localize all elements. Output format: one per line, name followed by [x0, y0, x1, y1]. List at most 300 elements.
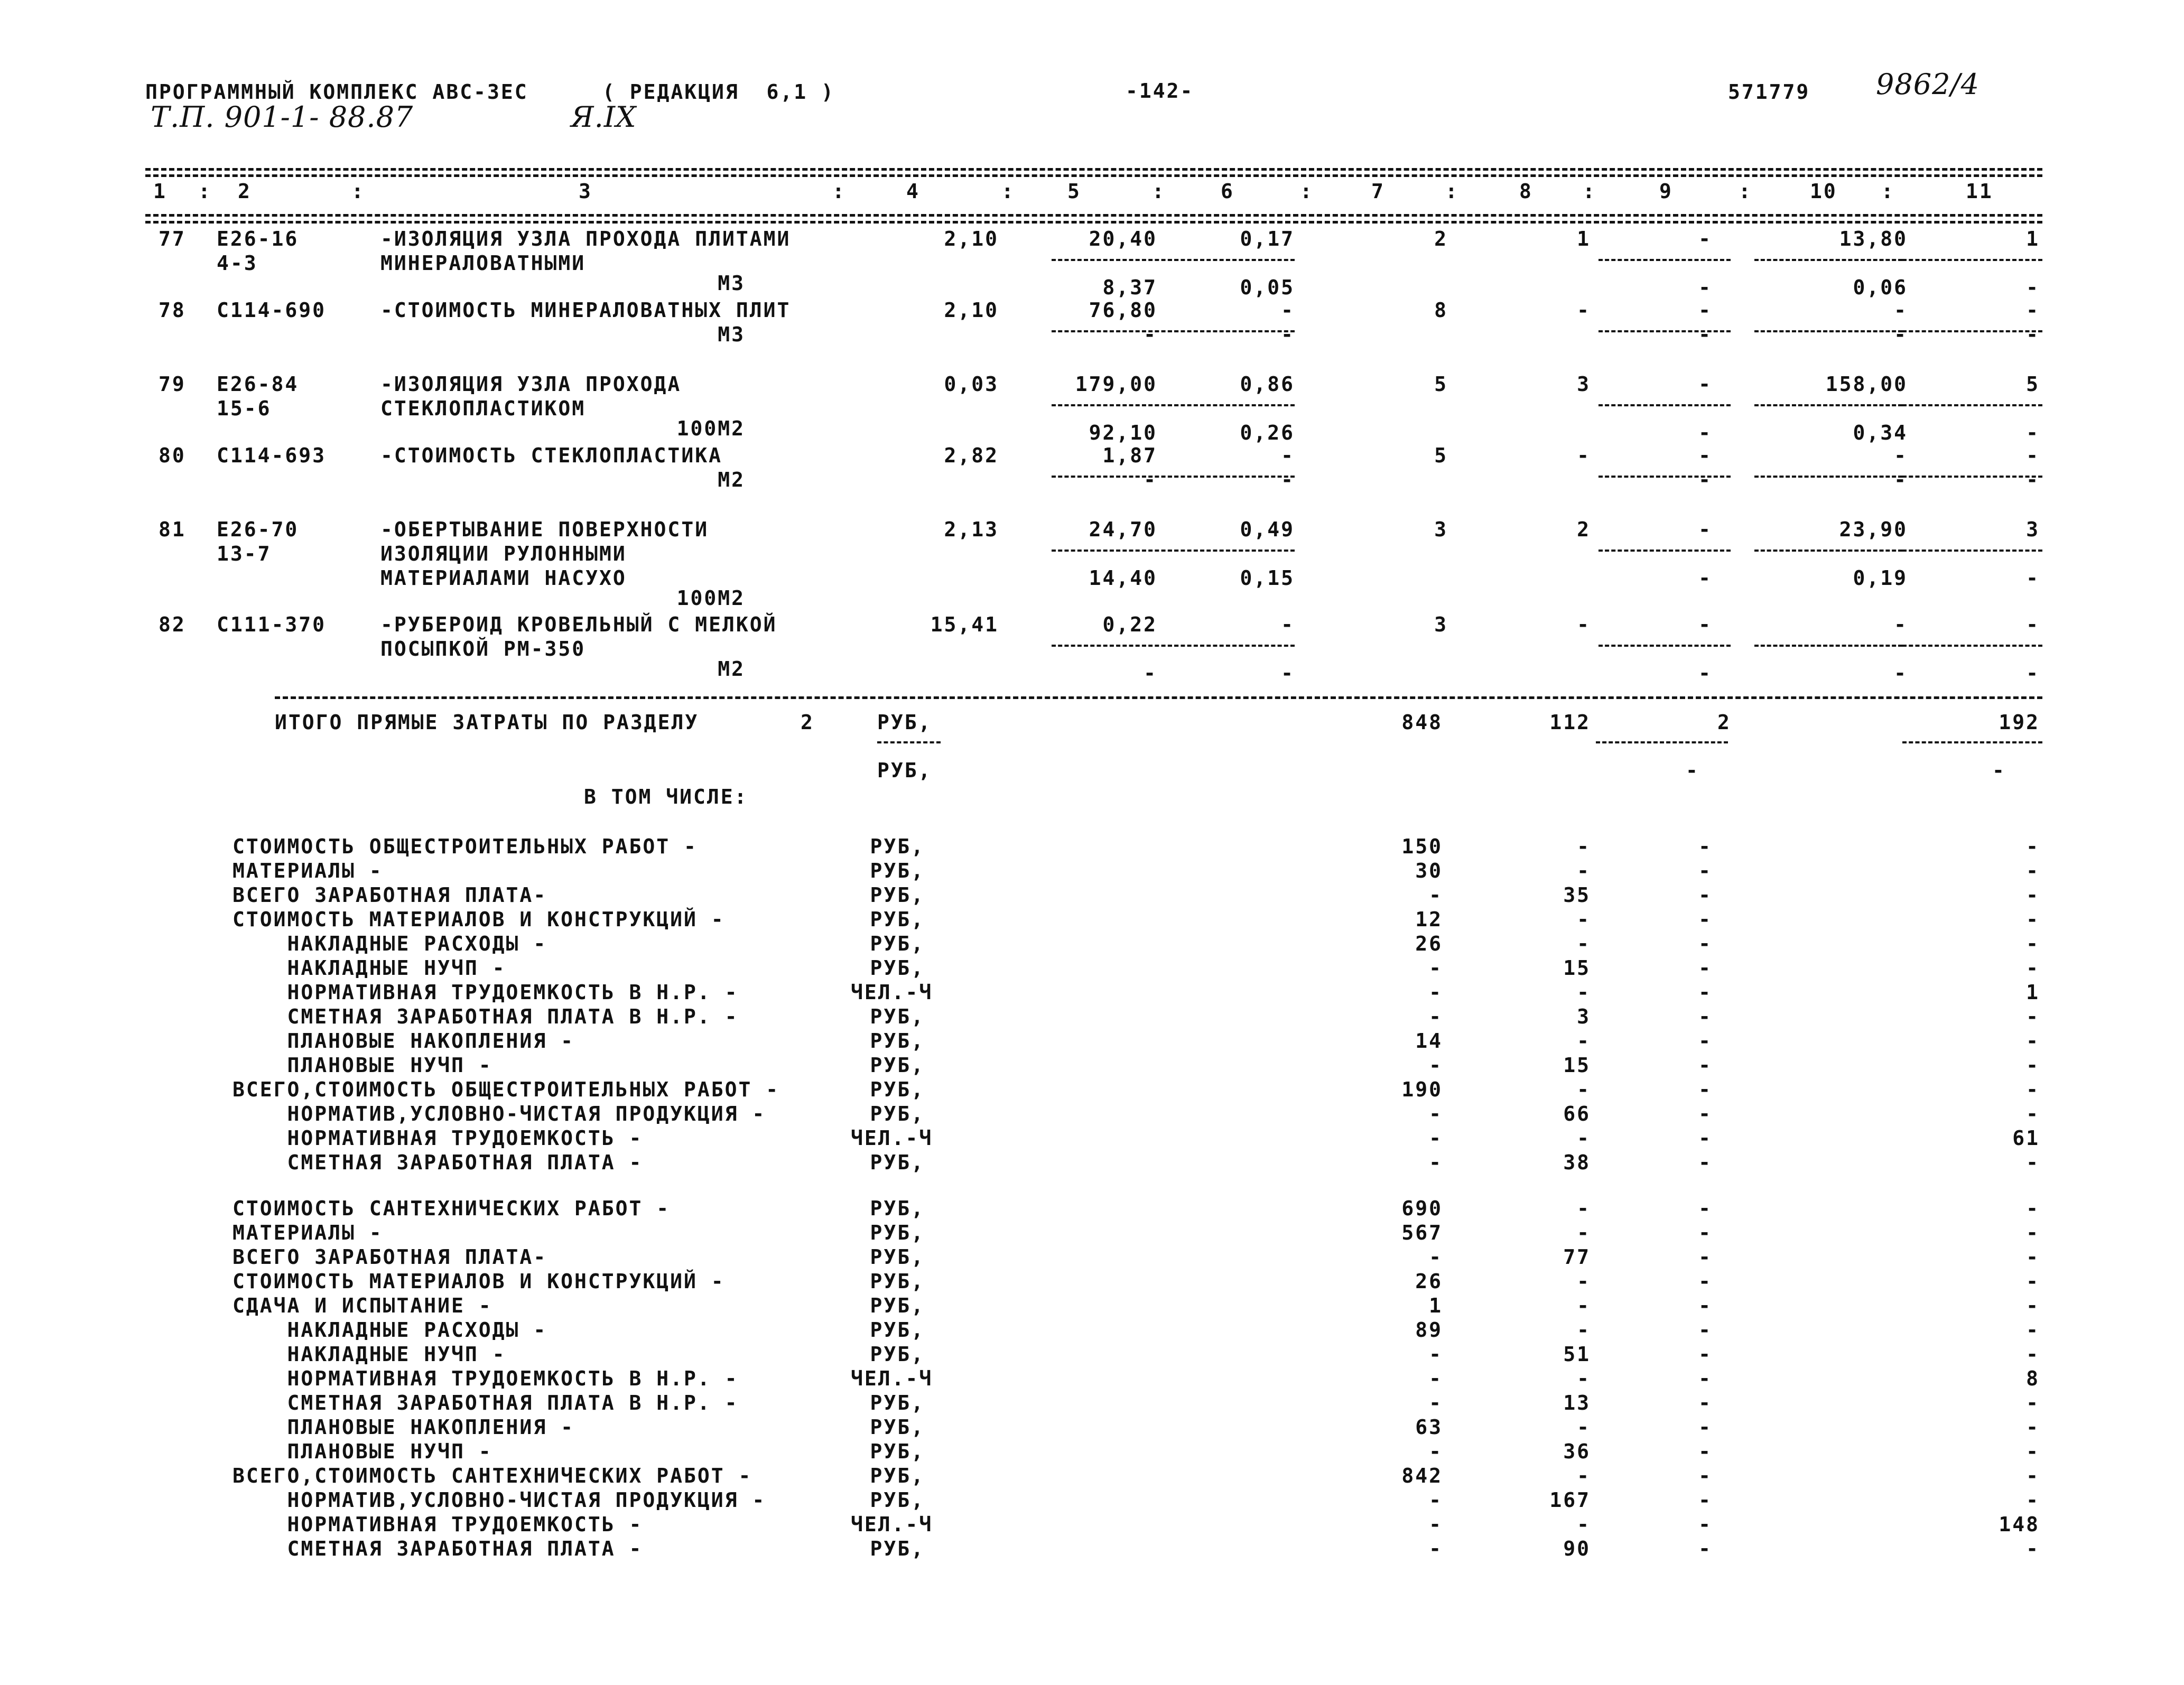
breakdown-unit: РУБ, — [870, 1464, 925, 1487]
item-number: 79 — [159, 373, 186, 396]
handwritten-mark: Я.IX — [571, 100, 637, 134]
breakdown-unit: РУБ, — [870, 932, 925, 955]
breakdown-unit: РУБ, — [870, 1270, 925, 1293]
cell-separator — [1168, 645, 1295, 647]
column-header-4: 4 — [906, 180, 920, 203]
handwritten-code: 9862/4 — [1876, 68, 1979, 101]
breakdown-unit: РУБ, — [870, 1054, 925, 1077]
item-code: С114-693 — [217, 444, 327, 467]
breakdown-col8: - — [1577, 1270, 1591, 1293]
item-col9-sub: - — [1698, 662, 1712, 685]
cell-separator — [1754, 645, 1902, 647]
breakdown-unit: РУБ, — [870, 1343, 925, 1366]
breakdown-col9: - — [1698, 883, 1712, 907]
item-number: 78 — [159, 299, 186, 322]
item-col6-sub: - — [1281, 323, 1295, 346]
page-number: -142- — [1126, 79, 1194, 103]
item-col11: 1 — [2026, 227, 2040, 250]
breakdown-col8: - — [1577, 1078, 1591, 1101]
breakdown-label: НАКЛАДНЫЕ НУЧП - — [233, 956, 506, 980]
item-col6-sub: - — [1281, 662, 1295, 685]
item-col5: 24,70 — [1089, 518, 1157, 541]
breakdown-col7: - — [1429, 1513, 1443, 1536]
breakdown-col11: - — [2026, 1078, 2040, 1101]
header-rule-bottom2 — [145, 221, 2042, 224]
breakdown-col9: - — [1698, 859, 1712, 882]
item-col9: - — [1698, 518, 1712, 541]
item-col9-sub: - — [1698, 468, 1712, 491]
item-col11: 3 — [2026, 518, 2040, 541]
breakdown-col8: 3 — [1577, 1005, 1591, 1028]
item-unit: 100М2 — [676, 417, 745, 440]
breakdown-unit: РУБ, — [870, 859, 925, 882]
breakdown-col11: - — [2026, 1270, 2040, 1293]
breakdown-col7: - — [1429, 1005, 1443, 1028]
breakdown-col9: - — [1698, 956, 1712, 980]
header-rule-top2 — [145, 174, 2042, 177]
cell-separator — [1598, 259, 1731, 261]
breakdown-col7: 26 — [1415, 1270, 1443, 1293]
breakdown-col11: - — [2026, 883, 2040, 907]
item-col11-sub: - — [2026, 468, 2040, 491]
breakdown-col8: - — [1577, 1221, 1591, 1244]
cell-separator — [1598, 550, 1731, 552]
breakdown-label: НОРМАТИВ,УСЛОВНО-ЧИСТАЯ ПРОДУКЦИЯ - — [233, 1488, 766, 1512]
item-col10: 13,80 — [1839, 227, 1908, 250]
item-col10-sub: 0,06 — [1853, 276, 1908, 299]
totals-col11: 192 — [1999, 711, 2040, 734]
item-name-line: СТЕКЛОПЛАСТИКОМ — [380, 397, 586, 420]
breakdown-label: СТОИМОСТЬ САНТЕХНИЧЕСКИХ РАБОТ - — [233, 1197, 671, 1220]
item-name-line: -СТОИМОСТЬ МИНЕРАЛОВАТНЫХ ПЛИТ — [380, 299, 791, 322]
breakdown-col9: - — [1698, 932, 1712, 955]
breakdown-col8: 51 — [1563, 1343, 1591, 1366]
item-quantity: 2,13 — [944, 518, 999, 541]
breakdown-col7: 690 — [1401, 1197, 1443, 1220]
item-col10-sub: 0,34 — [1853, 421, 1908, 444]
breakdown-col9: - — [1698, 1391, 1712, 1414]
item-name-line: -ОБЕРТЫВАНИЕ ПОВЕРХНОСТИ — [380, 518, 709, 541]
breakdown-col11: - — [2026, 1029, 2040, 1053]
item-name-line: ПОСЫПКОЙ РМ-350 — [380, 637, 586, 660]
breakdown-label: ВСЕГО,СТОИМОСТЬ ОБЩЕСТРОИТЕЛЬНЫХ РАБОТ - — [233, 1078, 780, 1101]
breakdown-unit: ЧЕЛ.-Ч — [851, 1367, 933, 1390]
item-col10-sub: - — [1894, 662, 1908, 685]
item-col11-sub: - — [2026, 566, 2040, 590]
breakdown-col11: 148 — [1999, 1513, 2040, 1536]
including-label: В ТОМ ЧИСЛЕ: — [584, 785, 748, 808]
breakdown-label: ВСЕГО ЗАРАБОТНАЯ ПЛАТА- — [233, 1245, 547, 1269]
item-code: Е26-84 — [217, 373, 299, 396]
breakdown-col8: - — [1577, 908, 1591, 931]
breakdown-col7: - — [1429, 1391, 1443, 1414]
item-col7: 5 — [1434, 444, 1448, 467]
breakdown-col8: 13 — [1563, 1391, 1591, 1414]
breakdown-col9: - — [1698, 1537, 1712, 1560]
breakdown-col8: - — [1577, 1416, 1591, 1439]
breakdown-col7: - — [1429, 1127, 1443, 1150]
breakdown-col11: - — [2026, 1294, 2040, 1317]
item-col5: 20,40 — [1089, 227, 1157, 250]
breakdown-col9: - — [1698, 1513, 1712, 1536]
breakdown-col8: 90 — [1563, 1537, 1591, 1560]
breakdown-col7: - — [1429, 1102, 1443, 1125]
totals-col11-rule — [1902, 741, 2042, 743]
breakdown-unit: РУБ, — [870, 1078, 925, 1101]
breakdown-col11: - — [2026, 1221, 2040, 1244]
breakdown-col11: 1 — [2026, 981, 2040, 1004]
item-quantity: 0,03 — [944, 373, 999, 396]
breakdown-col7: 12 — [1415, 908, 1443, 931]
item-col6: 0,17 — [1240, 227, 1295, 250]
breakdown-col11: - — [2026, 1151, 2040, 1174]
breakdown-col8: 15 — [1563, 956, 1591, 980]
item-col6: - — [1281, 299, 1295, 322]
totals-col9-rule — [1596, 741, 1728, 743]
breakdown-col7: - — [1429, 1054, 1443, 1077]
totals-unit: РУБ, — [877, 711, 932, 734]
column-header-6: 6 — [1221, 180, 1234, 203]
breakdown-unit: РУБ, — [870, 1440, 925, 1463]
breakdown-col11: - — [2026, 1102, 2040, 1125]
item-col8: 2 — [1577, 518, 1591, 541]
item-name-line: -ИЗОЛЯЦИЯ УЗЛА ПРОХОДА — [380, 373, 682, 396]
breakdown-col7: 567 — [1401, 1221, 1443, 1244]
item-col11-sub: - — [2026, 662, 2040, 685]
breakdown-unit: РУБ, — [870, 956, 925, 980]
cell-separator — [1168, 550, 1295, 552]
breakdown-label: НОРМАТИВНАЯ ТРУДОЕМКОСТЬ - — [233, 1513, 643, 1536]
breakdown-label: ВСЕГО ЗАРАБОТНАЯ ПЛАТА- — [233, 883, 547, 907]
breakdown-col8: 66 — [1563, 1102, 1591, 1125]
item-unit: М3 — [718, 272, 745, 295]
breakdown-label: СМЕТНАЯ ЗАРАБОТНАЯ ПЛАТА В Н.Р. - — [233, 1005, 739, 1028]
breakdown-col9: - — [1698, 1054, 1712, 1077]
item-col5-sub: 14,40 — [1089, 566, 1157, 590]
item-col6-sub: 0,15 — [1240, 566, 1295, 590]
item-col10: - — [1894, 613, 1908, 636]
item-col9: - — [1698, 299, 1712, 322]
breakdown-col8: - — [1577, 1464, 1591, 1487]
breakdown-col7: - — [1429, 1151, 1443, 1174]
cell-separator — [1052, 550, 1178, 552]
breakdown-unit: РУБ, — [870, 1005, 925, 1028]
breakdown-col7: - — [1429, 883, 1443, 907]
header-rule-top — [145, 168, 2042, 171]
column-separator: : — [832, 180, 846, 203]
breakdown-col8: - — [1577, 981, 1591, 1004]
breakdown-col11: - — [2026, 1197, 2040, 1220]
item-col9-sub: - — [1698, 421, 1712, 444]
breakdown-unit: РУБ, — [870, 1029, 925, 1053]
breakdown-label: ПЛАНОВЫЕ НУЧП - — [233, 1054, 492, 1077]
breakdown-col11: 61 — [2012, 1127, 2040, 1150]
breakdown-unit: ЧЕЛ.-Ч — [851, 981, 933, 1004]
breakdown-col7: - — [1429, 1343, 1443, 1366]
breakdown-label: СМЕТНАЯ ЗАРАБОТНАЯ ПЛАТА - — [233, 1537, 643, 1560]
breakdown-col8: - — [1577, 1513, 1591, 1536]
item-col6: 0,86 — [1240, 373, 1295, 396]
item-col10-sub: - — [1894, 323, 1908, 346]
breakdown-col7: - — [1429, 956, 1443, 980]
column-separator: : — [1445, 180, 1459, 203]
item-col5: 179,00 — [1075, 373, 1157, 396]
breakdown-col9: - — [1698, 1343, 1712, 1366]
breakdown-col11: - — [2026, 835, 2040, 858]
item-unit: М2 — [718, 657, 745, 681]
breakdown-col7: 63 — [1415, 1416, 1443, 1439]
breakdown-unit: РУБ, — [870, 1151, 925, 1174]
item-col9-sub: - — [1698, 566, 1712, 590]
item-col8: - — [1577, 613, 1591, 636]
item-col7: 5 — [1434, 373, 1448, 396]
breakdown-unit: РУБ, — [870, 1197, 925, 1220]
item-name-line: МАТЕРИАЛАМИ НАСУХО — [380, 566, 627, 590]
breakdown-col7: - — [1429, 1367, 1443, 1390]
totals-col9: 2 — [1717, 711, 1731, 734]
item-col8: - — [1577, 444, 1591, 467]
breakdown-label: НОРМАТИВНАЯ ТРУДОЕМКОСТЬ В Н.Р. - — [233, 1367, 739, 1390]
item-code-extra: 4-3 — [217, 252, 258, 275]
column-header-5: 5 — [1067, 180, 1081, 203]
item-col5-sub: 92,10 — [1089, 421, 1157, 444]
breakdown-col9: - — [1698, 1318, 1712, 1342]
item-unit: 100М2 — [676, 587, 745, 610]
breakdown-col9: - — [1698, 1221, 1712, 1244]
column-separator: : — [1300, 180, 1314, 203]
breakdown-col11: - — [2026, 1343, 2040, 1366]
totals-col11-2: - — [1992, 759, 2006, 782]
breakdown-label: НОРМАТИВ,УСЛОВНО-ЧИСТАЯ ПРОДУКЦИЯ - — [233, 1102, 766, 1125]
item-col10-sub: 0,19 — [1853, 566, 1908, 590]
item-col9-sub: - — [1698, 323, 1712, 346]
item-col6-sub: 0,05 — [1240, 276, 1295, 299]
column-separator: : — [1001, 180, 1015, 203]
item-col5: 76,80 — [1089, 299, 1157, 322]
breakdown-label: СТОИМОСТЬ МАТЕРИАЛОВ И КОНСТРУКЦИЙ - — [233, 908, 725, 931]
breakdown-col9: - — [1698, 1440, 1712, 1463]
breakdown-col9: - — [1698, 1245, 1712, 1269]
column-separator: : — [1739, 180, 1752, 203]
breakdown-col9: - — [1698, 1367, 1712, 1390]
breakdown-col11: - — [2026, 1537, 2040, 1560]
breakdown-label: ПЛАНОВЫЕ НАКОПЛЕНИЯ - — [233, 1029, 574, 1053]
breakdown-unit: РУБ, — [870, 1318, 925, 1342]
item-col7: 2 — [1434, 227, 1448, 250]
item-quantity: 2,10 — [944, 227, 999, 250]
edition-label: ( РЕДАКЦИЯ 6,1 ) — [602, 80, 835, 104]
cell-separator — [1168, 259, 1295, 261]
breakdown-col8: 38 — [1563, 1151, 1591, 1174]
item-col5-sub: - — [1144, 662, 1157, 685]
totals-col8: 112 — [1549, 711, 1591, 734]
item-col10-sub: - — [1894, 468, 1908, 491]
cell-separator — [1754, 550, 1902, 552]
item-name-line: -СТОИМОСТЬ СТЕКЛОПЛАСТИКА — [380, 444, 722, 467]
column-header-8: 8 — [1519, 180, 1533, 203]
breakdown-col9: - — [1698, 1488, 1712, 1512]
item-code: С111-370 — [217, 613, 327, 636]
breakdown-col9: - — [1698, 1464, 1712, 1487]
breakdown-unit: РУБ, — [870, 1416, 925, 1439]
column-header-1: 1 — [153, 180, 167, 203]
breakdown-col7: - — [1429, 1537, 1443, 1560]
item-col6-sub: - — [1281, 468, 1295, 491]
breakdown-col8: 77 — [1563, 1245, 1591, 1269]
breakdown-col11: - — [2026, 1391, 2040, 1414]
item-col10: - — [1894, 444, 1908, 467]
cell-separator — [1598, 404, 1731, 406]
column-header-9: 9 — [1659, 180, 1673, 203]
item-code: Е26-70 — [217, 518, 299, 541]
item-code-extra: 15-6 — [217, 397, 272, 420]
item-col10: 23,90 — [1839, 518, 1908, 541]
breakdown-col11: 8 — [2026, 1367, 2040, 1390]
breakdown-col7: 1 — [1429, 1294, 1443, 1317]
cell-separator — [1754, 259, 1902, 261]
item-name-line: ИЗОЛЯЦИИ РУЛОННЫМИ — [380, 542, 627, 565]
column-header-2: 2 — [238, 180, 252, 203]
column-header-3: 3 — [579, 180, 592, 203]
breakdown-label: СДАЧА И ИСПЫТАНИЕ - — [233, 1294, 492, 1317]
breakdown-col8: - — [1577, 1294, 1591, 1317]
breakdown-col11: - — [2026, 1488, 2040, 1512]
item-col9: - — [1698, 227, 1712, 250]
item-name-line: -ИЗОЛЯЦИЯ УЗЛА ПРОХОДА ПЛИТАМИ — [380, 227, 791, 250]
breakdown-unit: РУБ, — [870, 1102, 925, 1125]
breakdown-col11: - — [2026, 1416, 2040, 1439]
item-col11: - — [2026, 613, 2040, 636]
item-col6: 0,49 — [1240, 518, 1295, 541]
item-col8: 3 — [1577, 373, 1591, 396]
header-rule-bottom — [145, 214, 2042, 217]
breakdown-col7: 150 — [1401, 835, 1443, 858]
item-col8: - — [1577, 299, 1591, 322]
cell-separator — [1902, 645, 2042, 647]
item-quantity: 2,82 — [944, 444, 999, 467]
item-number: 82 — [159, 613, 186, 636]
breakdown-col9: - — [1698, 1078, 1712, 1101]
breakdown-unit: РУБ, — [870, 1488, 925, 1512]
breakdown-col7: - — [1429, 1245, 1443, 1269]
column-separator: : — [1583, 180, 1596, 203]
breakdown-unit: РУБ, — [870, 1391, 925, 1414]
item-code: Е26-16 — [217, 227, 299, 250]
breakdown-label: НАКЛАДНЫЕ НУЧП - — [233, 1343, 506, 1366]
breakdown-col9: - — [1698, 1270, 1712, 1293]
totals-section: 2 — [801, 711, 814, 734]
breakdown-unit: ЧЕЛ.-Ч — [851, 1127, 933, 1150]
breakdown-label: ПЛАНОВЫЕ НАКОПЛЕНИЯ - — [233, 1416, 574, 1439]
breakdown-col9: - — [1698, 981, 1712, 1004]
breakdown-col8: - — [1577, 932, 1591, 955]
breakdown-col8: - — [1577, 1367, 1591, 1390]
breakdown-col11: - — [2026, 1440, 2040, 1463]
column-header-10: 10 — [1810, 180, 1837, 203]
breakdown-col11: - — [2026, 1318, 2040, 1342]
item-name-line: -РУБЕРОИД КРОВЕЛЬНЫЙ С МЕЛКОЙ — [380, 613, 777, 636]
item-col11-sub: - — [2026, 323, 2040, 346]
cell-separator — [1902, 550, 2042, 552]
item-col10: - — [1894, 299, 1908, 322]
breakdown-col11: - — [2026, 1005, 2040, 1028]
breakdown-label: МАТЕРИАЛЫ - — [233, 859, 383, 882]
breakdown-col9: - — [1698, 1005, 1712, 1028]
breakdown-col7: 842 — [1401, 1464, 1443, 1487]
breakdown-unit: РУБ, — [870, 1245, 925, 1269]
breakdown-col7: 30 — [1415, 859, 1443, 882]
breakdown-label: СМЕТНАЯ ЗАРАБОТНАЯ ПЛАТА - — [233, 1151, 643, 1174]
item-col5-sub: - — [1144, 323, 1157, 346]
cell-separator — [1902, 404, 2042, 406]
item-col7: 3 — [1434, 518, 1448, 541]
cell-separator — [1168, 404, 1295, 406]
item-unit: М3 — [718, 323, 745, 346]
item-col10: 158,00 — [1825, 373, 1908, 396]
breakdown-unit: РУБ, — [870, 908, 925, 931]
breakdown-col11: - — [2026, 1054, 2040, 1077]
breakdown-col8: 36 — [1563, 1440, 1591, 1463]
breakdown-label: НОРМАТИВНАЯ ТРУДОЕМКОСТЬ - — [233, 1127, 643, 1150]
breakdown-col9: - — [1698, 1197, 1712, 1220]
breakdown-label: ВСЕГО,СТОИМОСТЬ САНТЕХНИЧЕСКИХ РАБОТ - — [233, 1464, 752, 1487]
item-col6: - — [1281, 613, 1295, 636]
item-col9-sub: - — [1698, 276, 1712, 299]
breakdown-label: СТОИМОСТЬ МАТЕРИАЛОВ И КОНСТРУКЦИЙ - — [233, 1270, 725, 1293]
breakdown-col11: - — [2026, 1245, 2040, 1269]
breakdown-col7: 89 — [1415, 1318, 1443, 1342]
breakdown-col8: 167 — [1549, 1488, 1591, 1512]
breakdown-col11: - — [2026, 859, 2040, 882]
breakdown-col8: - — [1577, 1318, 1591, 1342]
breakdown-col7: - — [1429, 1440, 1443, 1463]
column-separator: : — [198, 180, 212, 203]
totals-label: ИТОГО ПРЯМЫЕ ЗАТРАТЫ ПО РАЗДЕЛУ — [275, 711, 699, 734]
breakdown-col7: - — [1429, 1488, 1443, 1512]
breakdown-col8: - — [1577, 835, 1591, 858]
breakdown-col8: 35 — [1563, 883, 1591, 907]
item-col7: 3 — [1434, 613, 1448, 636]
breakdown-col9: - — [1698, 1029, 1712, 1053]
item-col5: 0,22 — [1102, 613, 1157, 636]
cell-separator — [1052, 645, 1178, 647]
cell-separator — [1598, 645, 1731, 647]
breakdown-col9: - — [1698, 1127, 1712, 1150]
breakdown-label: МАТЕРИАЛЫ - — [233, 1221, 383, 1244]
breakdown-col9: - — [1698, 908, 1712, 931]
item-unit: М2 — [718, 468, 745, 491]
item-col5-sub: 8,37 — [1102, 276, 1157, 299]
breakdown-col8: - — [1577, 1127, 1591, 1150]
cell-separator — [1052, 259, 1178, 261]
item-col11-sub: - — [2026, 276, 2040, 299]
totals-col7: 848 — [1401, 711, 1443, 734]
item-code: С114-690 — [217, 299, 327, 322]
cell-separator — [1754, 404, 1902, 406]
cell-separator — [1902, 259, 2042, 261]
column-separator: : — [1152, 180, 1166, 203]
item-quantity: 2,10 — [944, 299, 999, 322]
breakdown-col9: - — [1698, 1416, 1712, 1439]
breakdown-col11: - — [2026, 908, 2040, 931]
breakdown-unit: РУБ, — [870, 883, 925, 907]
item-quantity: 15,41 — [930, 613, 999, 636]
item-col11: 5 — [2026, 373, 2040, 396]
breakdown-col7: 190 — [1401, 1078, 1443, 1101]
item-col11: - — [2026, 299, 2040, 322]
breakdown-col11: - — [2026, 956, 2040, 980]
item-col8: 1 — [1577, 227, 1591, 250]
